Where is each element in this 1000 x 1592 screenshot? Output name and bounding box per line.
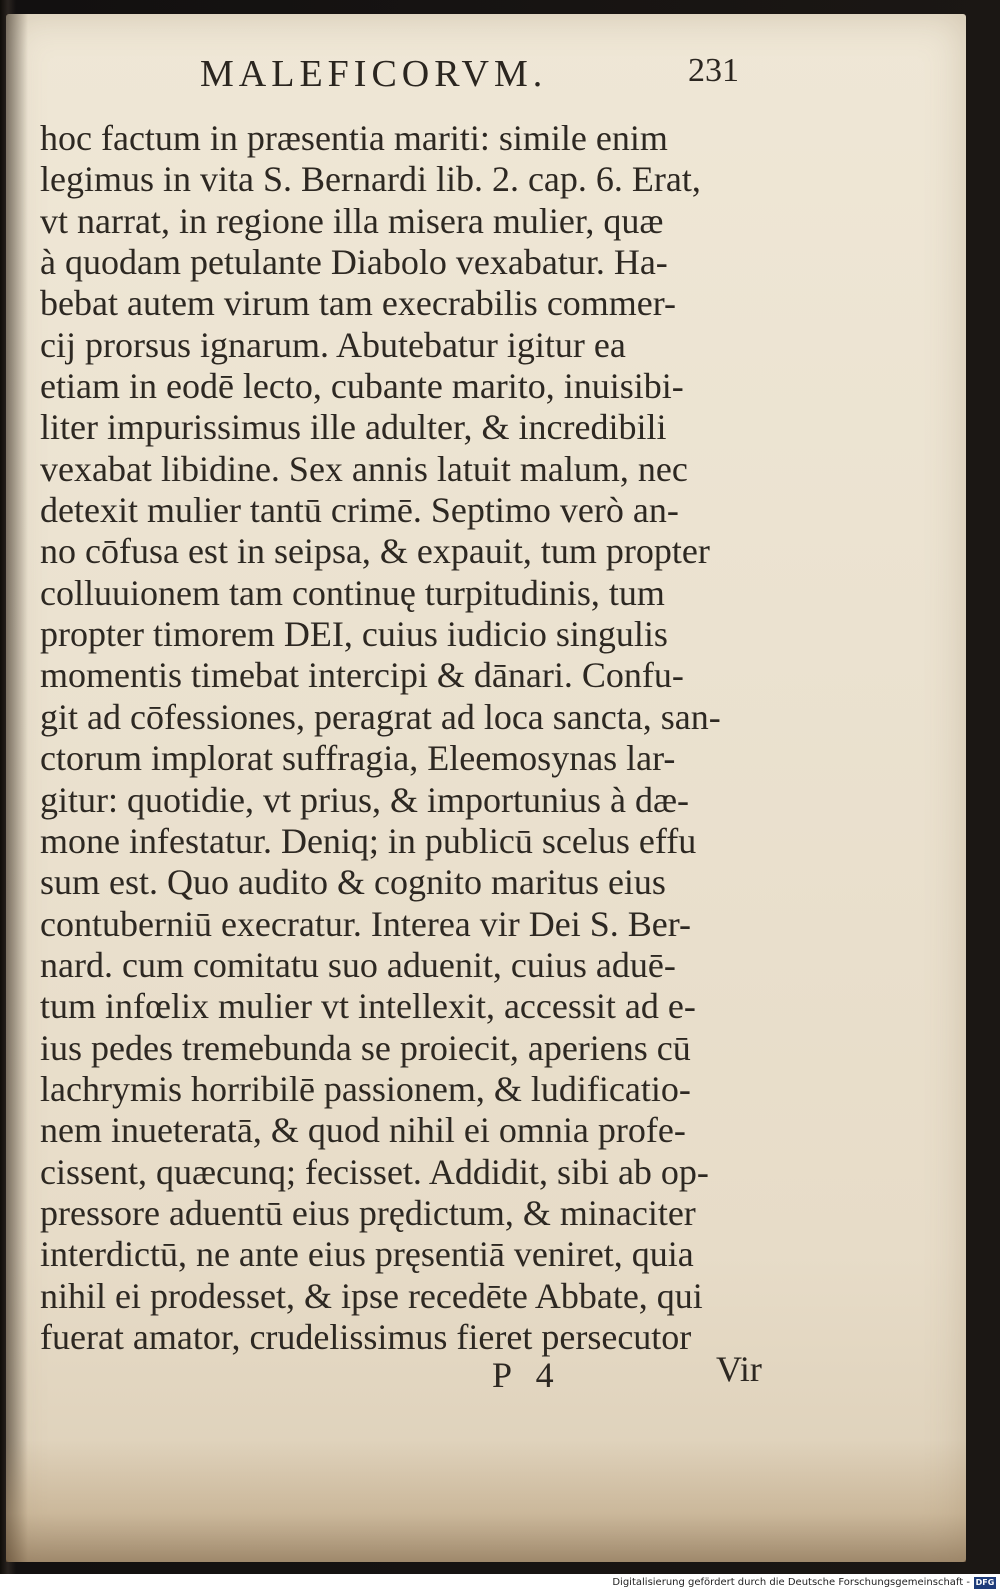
text-line: gitur: quotidie, vt prius, & importunius à dæ- bbox=[40, 779, 689, 820]
text-line: hoc factum in præsentia mariti: simile enim bbox=[40, 118, 668, 158]
text-line: vt narrat, in regione illa misera mulier, quæ bbox=[40, 200, 664, 241]
text-line: pressore aduentū eius prędictum, & minaciter bbox=[40, 1192, 696, 1233]
text-line: lachrymis horribilē passionem, & ludificatio- bbox=[40, 1068, 691, 1109]
text-line: colluuionem tam continuę turpitudinis, tum bbox=[40, 572, 665, 613]
text-line: tum infœlix mulier vt intellexit, accessit ad e- bbox=[40, 986, 696, 1027]
text-line: propter timorem DEI, cuius iudicio singulis bbox=[40, 614, 668, 655]
body-text bbox=[40, 118, 780, 1358]
text-line: nem inueteratā, & quod nihil ei omnia profe- bbox=[40, 1110, 686, 1151]
text-line: no cōfusa est in seipsa, & expauit, tum propter bbox=[40, 531, 710, 572]
catchword: Vir bbox=[716, 1349, 762, 1389]
text-line: bebat autem virum tam execrabilis commer- bbox=[40, 283, 677, 324]
text-line: nihil ei prodesset, & ipse recedēte Abbate, qui bbox=[40, 1275, 703, 1316]
paper-stain bbox=[6, 1440, 966, 1562]
text-line: etiam in eodē lecto, cubante marito, inuisibi- bbox=[40, 366, 684, 407]
text-line: ius pedes tremebunda se proiecit, aperiens cū bbox=[40, 1027, 691, 1068]
text-line: liter impurissimus ille adulter, & incredibili bbox=[40, 407, 667, 448]
text-line: momentis timebat intercipi & dānari. Confu- bbox=[40, 655, 684, 696]
text-line: interdictū, ne ante eius pręsentiā veniret, quia bbox=[40, 1234, 694, 1275]
text-line: nard. cum comitatu suo aduenit, cuius aduē- bbox=[40, 944, 676, 985]
running-head: MALEFICORVM. bbox=[200, 53, 548, 95]
text-line: cissent, quæcunq; fecisset. Addidit, sibi ab op- bbox=[40, 1151, 709, 1192]
text-line: cij prorsus ignarum. Abutebatur igitur ea bbox=[40, 324, 626, 365]
text-line: detexit mulier tantū crimē. Septimo verò an- bbox=[40, 490, 679, 531]
text-line: contuberniū execratur. Interea vir Dei S. Ber- bbox=[40, 903, 692, 944]
text-line: mone infestatur. Deniq; in publicū scelus effu bbox=[40, 820, 697, 861]
digitization-credit: Digitalisierung gefördert durch die Deutsche Forschungsgemeinschaft - bbox=[612, 1577, 970, 1588]
dfg-logo-icon: DFG bbox=[975, 1578, 995, 1587]
page-number: 231 bbox=[688, 52, 739, 89]
text-line: git ad cōfessiones, peragrat ad loca sancta, san- bbox=[40, 696, 721, 737]
text-line: legimus in vita S. Bernardi lib. 2. cap. 6. Erat, bbox=[40, 159, 701, 200]
text-line: à quodam petulante Diabolo vexabatur. Ha- bbox=[40, 242, 668, 283]
text-line: fuerat amator, crudelissimus fieret persecutor bbox=[40, 1316, 692, 1357]
text-line: ctorum implorat suffragia, Eleemosynas lar- bbox=[40, 738, 676, 779]
text-line: vexabat libidine. Sex annis latuit malum, nec bbox=[40, 448, 688, 489]
text-line: sum est. Quo audito & cognito maritus eius bbox=[40, 862, 666, 903]
signature-mark: P 4 bbox=[492, 1355, 562, 1395]
spine-shadow bbox=[6, 14, 28, 1562]
